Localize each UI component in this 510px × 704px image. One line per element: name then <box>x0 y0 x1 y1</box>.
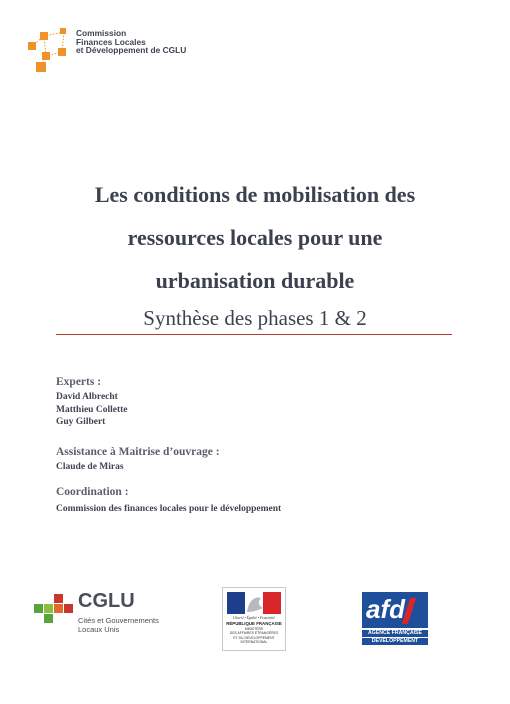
ministry-line-2: DES AFFAIRES ÉTRANGÈRES <box>229 631 279 636</box>
afd-line-2: DÉVELOPPEMENT <box>362 638 428 645</box>
marianne-icon <box>223 590 285 616</box>
org-line-3: et Développement de CGLU <box>76 45 187 56</box>
experts-list <box>56 391 128 429</box>
ministry-name <box>223 627 285 645</box>
experts-heading: Experts : <box>56 376 102 388</box>
ministry-line-1: MINISTÈRE <box>244 627 264 631</box>
commission-logo <box>24 26 224 74</box>
ministry-logo <box>222 587 286 651</box>
title-line-1: Les conditions de mobilisation des <box>94 182 416 207</box>
network-icon <box>24 26 76 74</box>
amo-name: Claude de Miras <box>56 462 124 472</box>
cglu-sub-line-2: Locaux Unis <box>78 625 120 634</box>
org-line-2: Finances Locales <box>76 36 146 47</box>
commission-name <box>76 29 186 55</box>
title-line-2: ressources locales pour une <box>127 225 383 250</box>
org-line-1: Commission <box>76 28 127 38</box>
ministry-line-4: INTERNATIONAL <box>240 640 268 645</box>
afd-logo <box>362 592 428 648</box>
expert-name: David Albrecht <box>56 392 118 402</box>
coordination-heading: Coordination : <box>56 486 129 498</box>
title-line-3: urbanisation durable <box>155 268 355 293</box>
document-title <box>40 173 470 302</box>
expert-name: Guy Gilbert <box>56 417 106 427</box>
expert-name: Matthieu Collette <box>56 404 128 415</box>
coordination-name: Commission des finances locales pour le développement <box>56 504 282 514</box>
title-divider <box>56 334 452 335</box>
amo-heading: Assistance à Maitrise d’ouvrage : <box>56 446 220 458</box>
afd-mark-box <box>362 592 428 628</box>
document-subtitle: Synthèse des phases 1 & 2 <box>143 306 367 330</box>
cglu-name: CGLU <box>78 590 135 612</box>
afd-mark: afd <box>366 594 405 624</box>
afd-line-1: AGENCE FRANÇAISE <box>362 630 428 637</box>
ministry-republic: RÉPUBLIQUE FRANÇAISE <box>226 621 282 626</box>
cglu-logo <box>34 590 174 636</box>
ministry-motto: Liberté • Égalité • Fraternité <box>233 616 275 620</box>
cglu-sub-line-1: Cités et Gouvernements <box>78 616 159 625</box>
ministry-line-3: ET DU DÉVELOPPEMENT <box>233 635 275 640</box>
cglu-subtitle <box>78 616 159 634</box>
cglu-mark-icon <box>34 594 74 630</box>
